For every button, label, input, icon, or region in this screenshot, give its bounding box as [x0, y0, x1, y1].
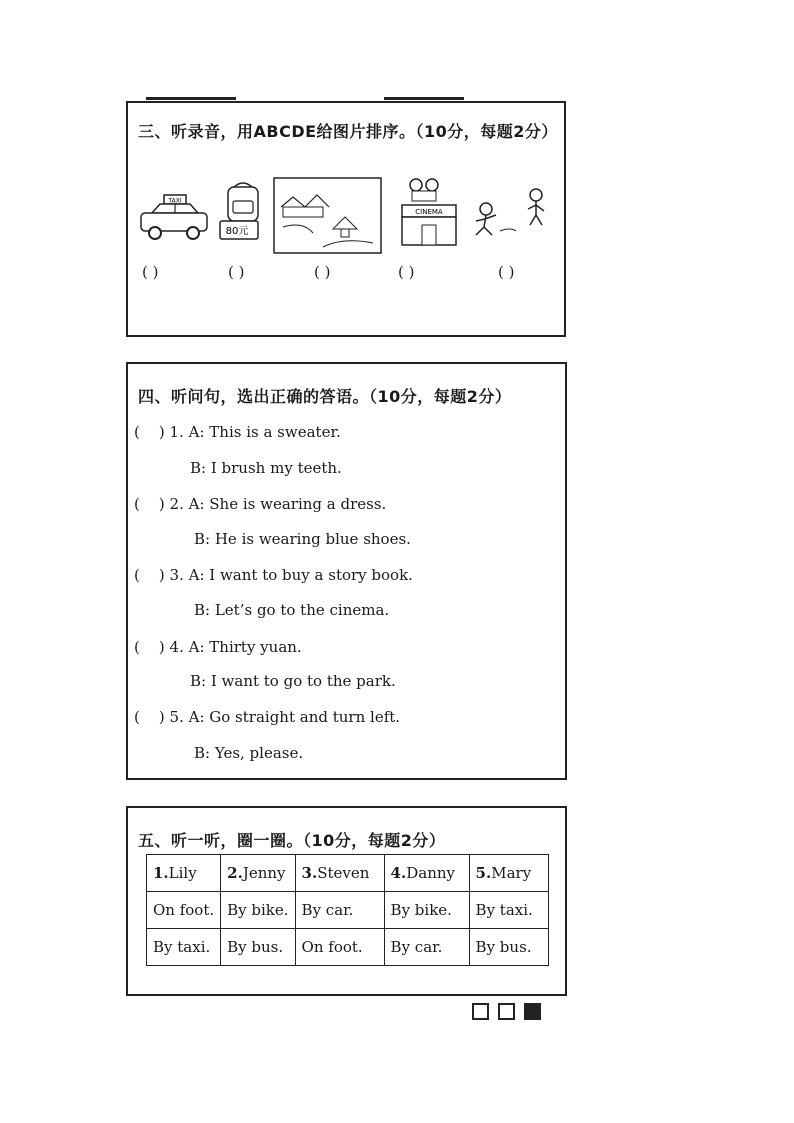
top-rule-right [384, 97, 464, 100]
cinema-picture [396, 177, 464, 249]
option-cell[interactable]: By car. [384, 929, 469, 966]
section-3-box [126, 101, 566, 337]
column-4-header: 4.Danny [384, 855, 469, 892]
question-5-b: B: Yes, please. [194, 744, 304, 762]
price-tag-text: 80元 [225, 226, 249, 237]
question-1-a: ( ) 1. A: This is a sweater. [134, 423, 341, 441]
answer-blank-3[interactable]: ( ) [314, 263, 331, 281]
question-2-b: B: He is wearing blue shoes. [194, 530, 411, 548]
taxi-picture [138, 191, 210, 247]
question-4-a: ( ) 4. A: Thirty yuan. [134, 638, 302, 656]
cinema-sign-text: CINEMA [415, 208, 443, 216]
scan-mark-2 [498, 1003, 515, 1020]
answer-blank-5[interactable]: ( ) [498, 263, 515, 281]
answer-blank-2[interactable]: ( ) [228, 263, 245, 281]
park-picture [273, 177, 383, 255]
kids-running-picture [470, 185, 560, 245]
column-5-header: 5.Mary [469, 855, 548, 892]
taxi-sign-text: TAXI [168, 197, 182, 205]
section-5-box [126, 806, 567, 996]
section-3-heading: 三、听录音，用ABCDE给图片排序。（10分，每题2分） [138, 122, 558, 141]
schoolbag-picture [218, 179, 268, 245]
table-header-row [147, 855, 549, 892]
transport-table [146, 854, 549, 966]
top-rule-left [146, 97, 236, 100]
table-row [147, 892, 549, 929]
question-1-b: B: I brush my teeth. [190, 459, 342, 477]
scan-mark-1 [472, 1003, 489, 1020]
question-3-b: B: Let’s go to the cinema. [194, 601, 390, 619]
question-5-a: ( ) 5. A: Go straight and turn left. [134, 708, 401, 726]
option-cell[interactable]: On foot. [295, 929, 384, 966]
answer-blank-4[interactable]: ( ) [398, 263, 415, 281]
scan-mark-3 [524, 1003, 541, 1020]
section-5-heading: 五、听一听，圈一圈。（10分，每题2分） [138, 831, 446, 850]
option-cell[interactable]: By bike. [221, 892, 295, 929]
option-cell[interactable]: By taxi. [147, 929, 221, 966]
answer-blank-1[interactable]: ( ) [142, 263, 159, 281]
question-4-b: B: I want to go to the park. [190, 672, 396, 690]
option-cell[interactable]: By bus. [469, 929, 548, 966]
question-2-a: ( ) 2. A: She is wearing a dress. [134, 495, 387, 513]
option-cell[interactable]: By car. [295, 892, 384, 929]
option-cell[interactable]: By bus. [221, 929, 295, 966]
column-2-header: 2.Jenny [221, 855, 295, 892]
option-cell[interactable]: On foot. [147, 892, 221, 929]
column-1-header: 1.Lily [147, 855, 221, 892]
option-cell[interactable]: By bike. [384, 892, 469, 929]
question-3-a: ( ) 3. A: I want to buy a story book. [134, 566, 413, 584]
column-3-header: 3.Steven [295, 855, 384, 892]
section-4-heading: 四、听问句，选出正确的答语。（10分，每题2分） [138, 387, 512, 406]
section-4-box [126, 362, 567, 780]
option-cell[interactable]: By taxi. [469, 892, 548, 929]
table-row [147, 929, 549, 966]
